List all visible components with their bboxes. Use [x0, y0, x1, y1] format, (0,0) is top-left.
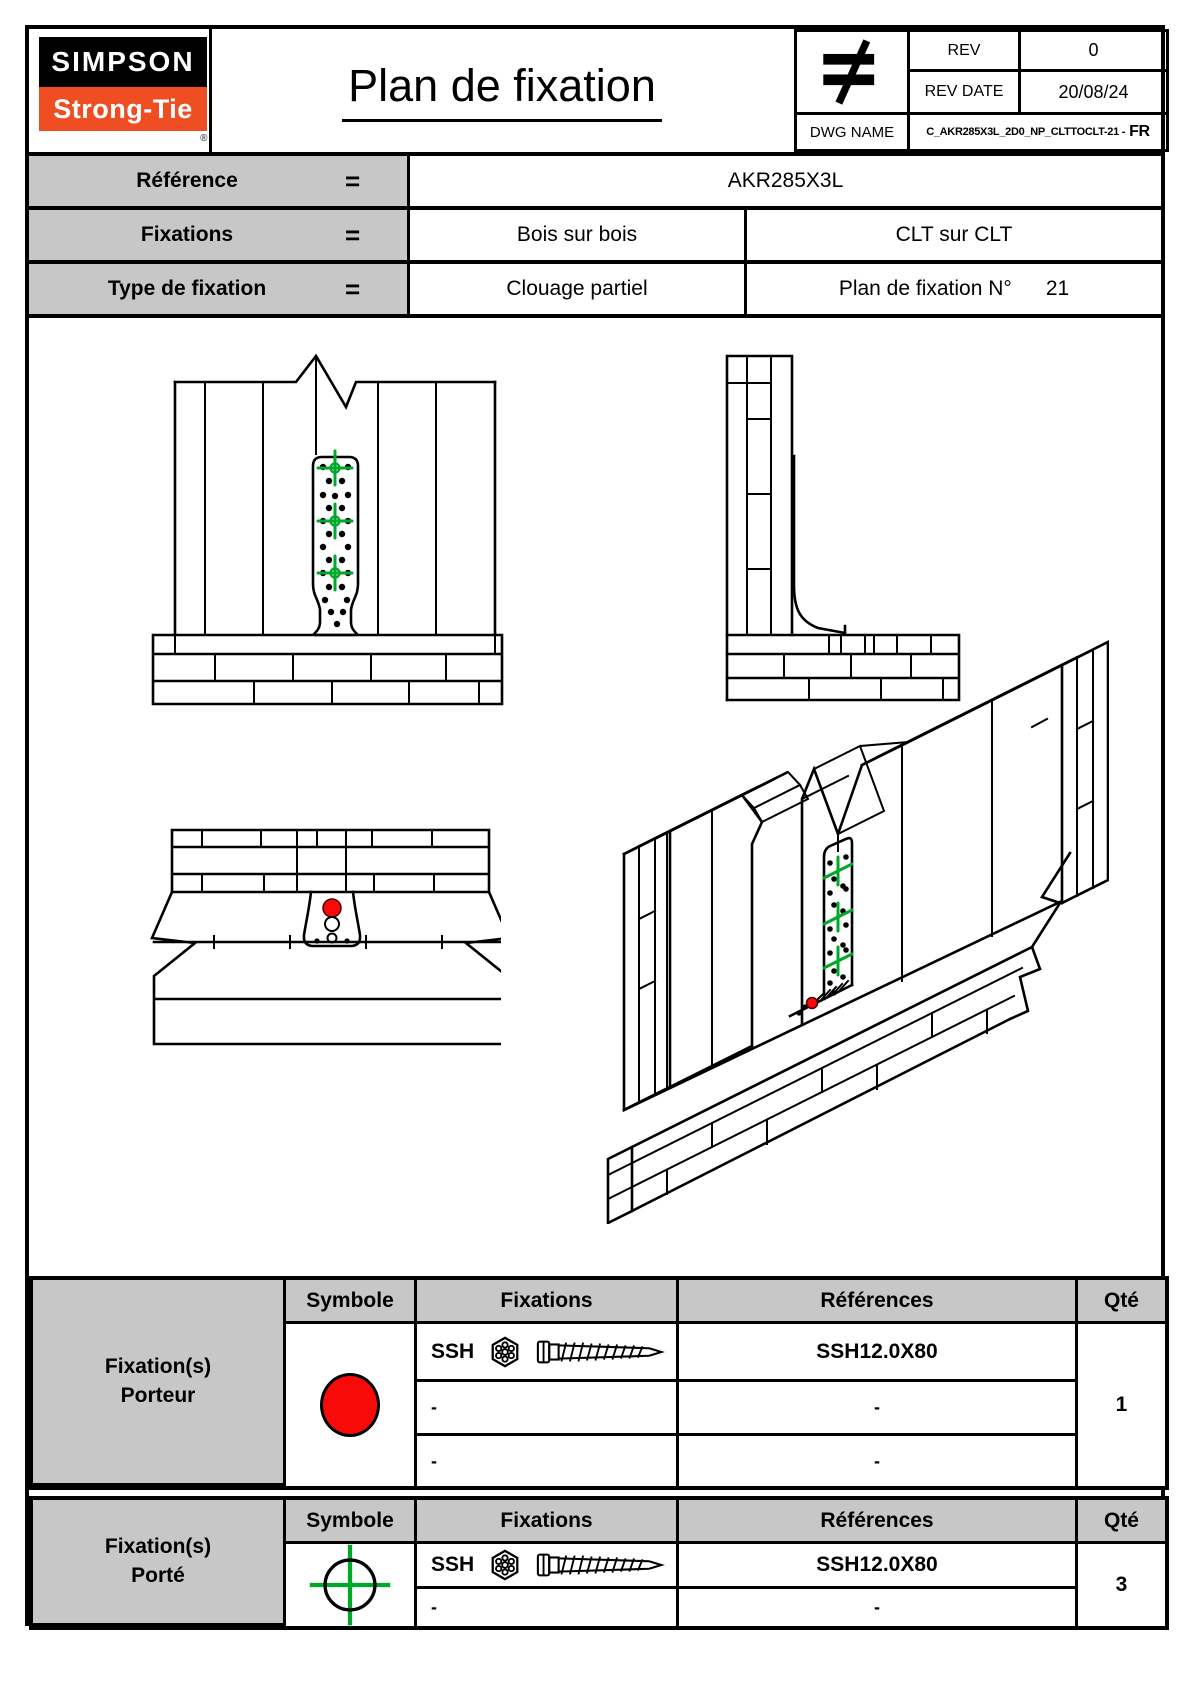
porte-fixation-markers-iso [824, 857, 852, 975]
porte-fixation-markers [318, 451, 352, 590]
sheet-frame [25, 25, 1165, 1626]
reference-info-table [29, 152, 1161, 318]
rev-date-value: 20/08/24 [1021, 72, 1166, 115]
simpson-strongtie-logo [39, 37, 208, 144]
col-header-symbole: Symbole [286, 1500, 417, 1544]
col-header-qte: Qté [1078, 1280, 1165, 1324]
porteur-fixation-row-3: - [417, 1436, 679, 1486]
dwg-language: FR [1129, 123, 1150, 140]
col-header-fixations: Fixations [417, 1500, 679, 1544]
col-header-fixations: Fixations [417, 1280, 679, 1324]
porteur-fixation-marker-iso [807, 998, 818, 1009]
equals-sign: = [345, 219, 361, 250]
front-view-drawing [144, 334, 509, 706]
dwg-name-label: DWG NAME [797, 115, 910, 149]
projection-symbol-cell [797, 32, 910, 115]
title-cell [212, 29, 792, 152]
logo-simpson: SIMPSON [39, 37, 207, 87]
porteur-fixation-table [29, 1276, 1169, 1490]
rev-date-label: REV DATE [910, 72, 1021, 115]
fixation-type-value: Clouage partiel [410, 264, 747, 314]
fixations-label-cell: Fixations = [29, 210, 410, 260]
porte-fixation-table [29, 1496, 1169, 1630]
porte-group-cell: Fixation(s) Porté [33, 1500, 286, 1626]
plan-number: 21 [1045, 277, 1070, 300]
reference-value: AKR285X3L [727, 169, 844, 192]
logo-strongtie: Strong-Tie ® [39, 87, 207, 131]
plan-number-cell: Plan de fixation N° 21 [838, 277, 1070, 300]
registered-mark: ® [200, 133, 208, 144]
porte-reference-row-2: - [679, 1589, 1078, 1626]
washer-head-icon [488, 1335, 522, 1369]
green-crosshair-symbol [304, 1539, 396, 1631]
fixation-type-label-cell: Type de fixation = [29, 264, 410, 314]
washer-head-icon [488, 1548, 522, 1582]
reference-row [29, 156, 1161, 210]
reference-label-cell: Référence = [29, 156, 410, 206]
porte-fixation-row-1: SSH [417, 1544, 679, 1589]
equals-sign: = [345, 165, 361, 196]
porteur-reference-row-3: - [679, 1436, 1078, 1486]
fixations-row [29, 210, 1161, 264]
porteur-fixation-row-1: SSH [417, 1324, 679, 1382]
porteur-qty: 1 [1115, 1393, 1128, 1416]
red-circle-symbol [320, 1373, 380, 1437]
porte-reference-row-1: SSH12.0X80 [679, 1544, 1078, 1589]
porteur-symbol-cell [286, 1324, 417, 1486]
dwg-name-value: C_AKR285X3L_2D0_NP_CLTTOCLT-21 - FR [926, 123, 1150, 140]
col-header-references: Références [679, 1500, 1078, 1544]
revision-block [794, 29, 1169, 152]
plan-view-drawing [146, 772, 501, 1052]
projection-symbol-icon [811, 37, 893, 107]
screw-icon [536, 1334, 668, 1370]
porteur-group-cell: Fixation(s) Porteur [33, 1280, 286, 1486]
equals-sign: = [345, 273, 361, 304]
col-header-references: Références [679, 1280, 1078, 1324]
screw-icon [536, 1547, 668, 1583]
col-header-symbole: Symbole [286, 1280, 417, 1324]
bracket-nail-holes [320, 464, 351, 627]
porteur-fixation-row-2: - [417, 1382, 679, 1436]
porte-qty: 3 [1115, 1573, 1128, 1596]
rev-label: REV [910, 32, 1021, 72]
porte-symbol-cell [286, 1544, 417, 1626]
page-title: Plan de fixation [342, 60, 662, 122]
porteur-reference-row-2: - [679, 1382, 1078, 1436]
fixation-type-row [29, 264, 1161, 318]
fixations-value-right: CLT sur CLT [895, 223, 1013, 246]
rev-value: 0 [1021, 32, 1166, 72]
porte-fixation-row-2: - [417, 1589, 679, 1626]
porteur-fixation-marker [323, 899, 341, 917]
porteur-reference-row-1: SSH12.0X80 [679, 1324, 1078, 1382]
fixations-value-left: Bois sur bois [410, 210, 747, 260]
isometric-view-drawing [562, 639, 1109, 1224]
col-header-qte: Qté [1078, 1500, 1165, 1544]
